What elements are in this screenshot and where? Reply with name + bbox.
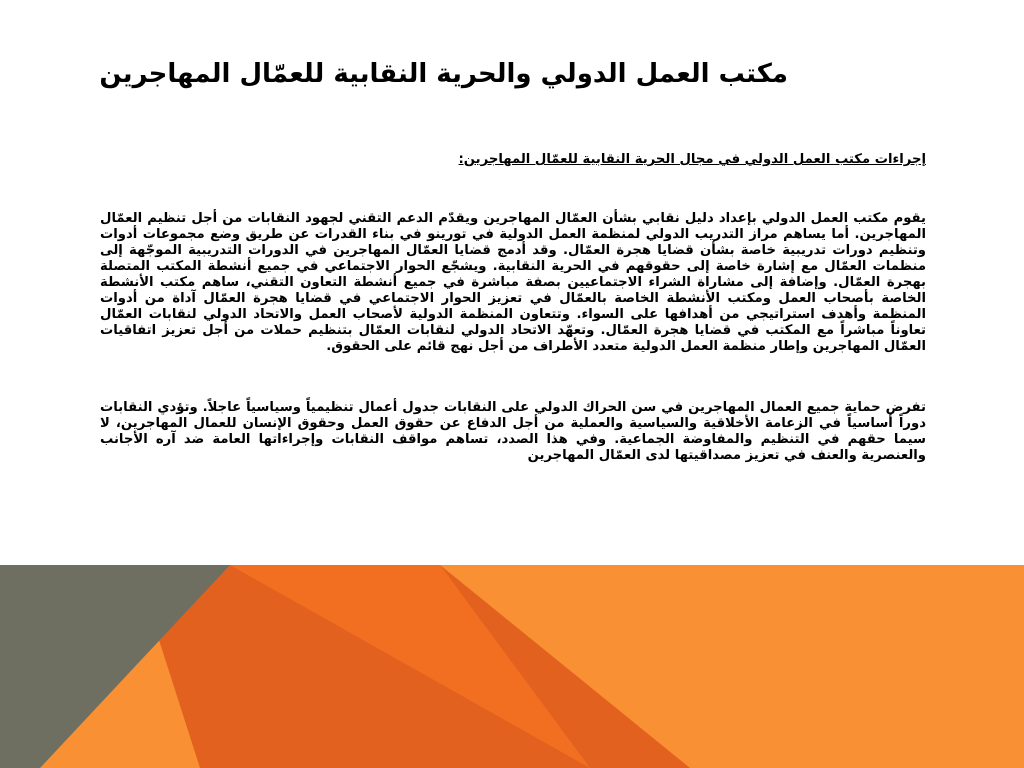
paragraph-union-role: تفرض حماية جميع العمال المهاجرين في سن الحراك الدولي على النقابات جدول أعمال تنظيمياً وسياسياً عاجلاً. وتؤدي النقابات دوراً أساسياً في الزعامة الأخلاقية والسياسية والعملية من أجل الدفاع عن حقوق العمل وحقوق الإنسان للعمال المهاجرين، لا سيما حقهم في التنظيم والمفاوضة الجماعية. وفي هذا الصدد، تساهم مواقف النقابات وإجراءاتها العامة ضد آره الأجانب والعنصرية والعنف في تعزيز مصداقيتها لدى العمّال المهاجرين [100, 400, 926, 463]
slide-content [100, 152, 926, 464]
paragraph-ilo-actions: يقوم مكتب العمل الدولي بإعداد دليل نقابي بشأن العمّال المهاجرين ويقدّم الدعم التقني لجهود النقابات من أجل تنظيم العمّال المهاجرين. أما يساهم مراز التدريب الدولي لمنظمة العمل الدولية في تورينو في بناء القدرات عن طريق وضع مجموعات أدوات وتنظيم دورات تدريبية خاصة بشأن قضايا هجرة العمّال. وقد أدمج قضايا العمّال المهاجرين في الدورات التدريبية الموجّهة إلى منظمات العمّال مع إشارة خاصة إلى حقوقهم في الحرية النقابية. ويشجّع الحوار الاجتماعي في جميع أنشطة المكتب المتصلة بهجرة العمّال. وإضافة إلى مشاراة الشراء الاجتماعيين بصفة مباشرة في جميع أنشطة التعاون التقني، ساهم مكتب الأنشطة الخاصة بأصحاب العمل ومكتب الأنشطة الخاصة بالعمّال في تعزيز الحوار الاجتماعي في قضايا هجرة العمّال آداة من أدوات المنظمة وأهدف استراتيجي من أهدافها على السواء. وتتعاون المنظمة الدولية لأصحاب العمل والاتحاد الدولي لنقابات العمّال تعاوناً مباشراً مع المكتب في قضايا هجرة العمّال. وتعهّد الاتحاد الدولي لنقابات العمّال بتنظيم حملات من أجل تعزيز اتفاقيات العمّال المهاجرين وإطار منظمة العمل الدولية متعدد الأطراف من أجل نهج قائم على الحقوق. [100, 211, 926, 354]
decorative-footer-shapes [0, 565, 1024, 768]
section-subheading: إجراءات مكتب العمل الدولي في مجال الحرية النقابية للعمّال المهاجرين: [458, 152, 926, 167]
slide-title: مكتب العمل الدولي والحرية النقابية للعمّال المهاجرين [99, 59, 788, 89]
